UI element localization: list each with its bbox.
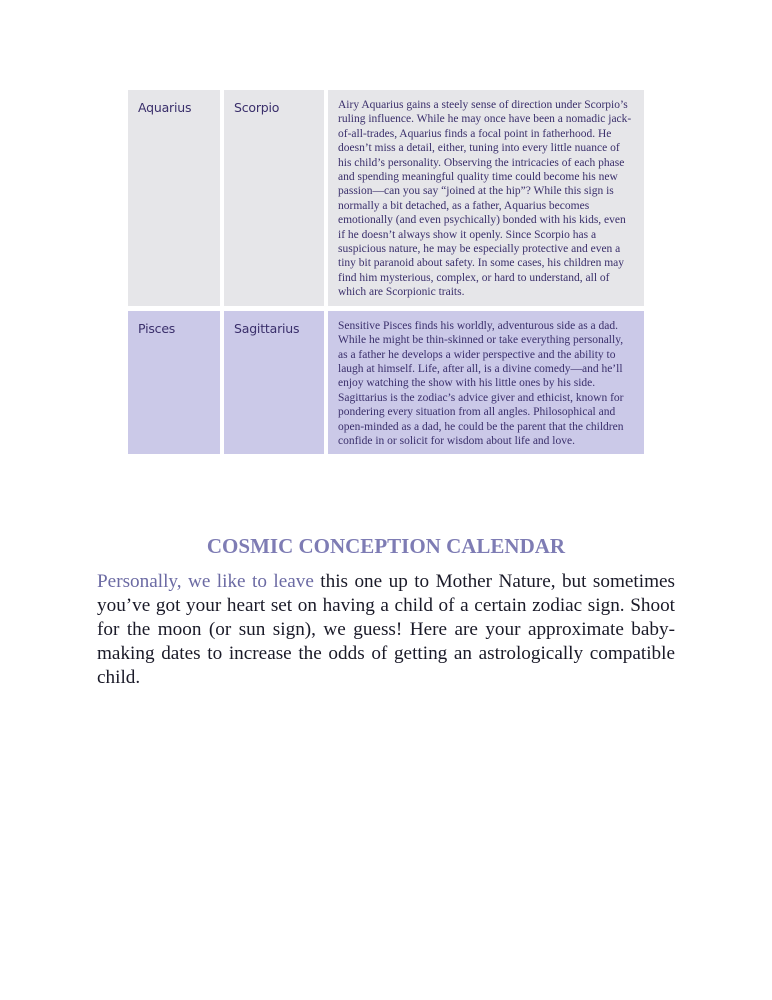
zodiac-father-table xyxy=(128,90,644,454)
section-body-text: this one up to Mother Nature, but sometimes you’ve got your heart set on having a child of a certain zodiac sign. Shoot for the moon (or sun sign), we guess! Here are your approximate baby-making dates to increase the odds of getting an astrologically compatible child. xyxy=(97,571,675,688)
description-cell: Sensitive Pisces finds his worldly, adventurous side as a dad. While he might be thin-skinned or take everything personally, as a father he develops a wider perspective and the ability to laugh at himself. Life, after all, is a divine comedy—and he’ll enjoy watching the show with his little ones by his side. Sagittarius is the zodiac’s advice giver and ethicist, known for pondering every situation from all angles. Philosophical and open-minded as a dad, he could be the parent that the children confide in or solicit for wisdom about life and love. xyxy=(328,311,644,455)
sun-sign-cell: Aquarius xyxy=(128,90,220,306)
description-cell: Airy Aquarius gains a steely sense of direction under Scorpio’s ruling influence. While he may once have been a nomadic jack-of-all-trades, Aquarius finds a focal point in fatherhood. He doesn’t miss a detail, either, tuning into every little nuance of his child’s personality. Observing the intricacies of each phase and spending meaningful quality time could become his new passion—can you say “joined at the hip”? While this sign is normally a bit detached, as a father, Aquarius becomes emotionally (and even psychically) bonded with his kids, even if he doesn’t always show it openly. Since Scorpio has a suspicious nature, he may be especially protective and even a tiny bit paranoid about safety. In some cases, his children may find him mysterious, complex, or hard to understand, all of which are Scorpionic traits. xyxy=(328,90,644,306)
table-row xyxy=(128,311,644,455)
moon-sign-cell: Sagittarius xyxy=(224,311,324,455)
sun-sign-cell: Pisces xyxy=(128,311,220,455)
section-body-lead: Personally, we like to leave xyxy=(97,571,314,592)
section-body xyxy=(97,570,675,690)
section-title: COSMIC CONCEPTION CALENDAR xyxy=(206,534,566,558)
table-row xyxy=(128,90,644,306)
moon-sign-cell: Scorpio xyxy=(224,90,324,306)
